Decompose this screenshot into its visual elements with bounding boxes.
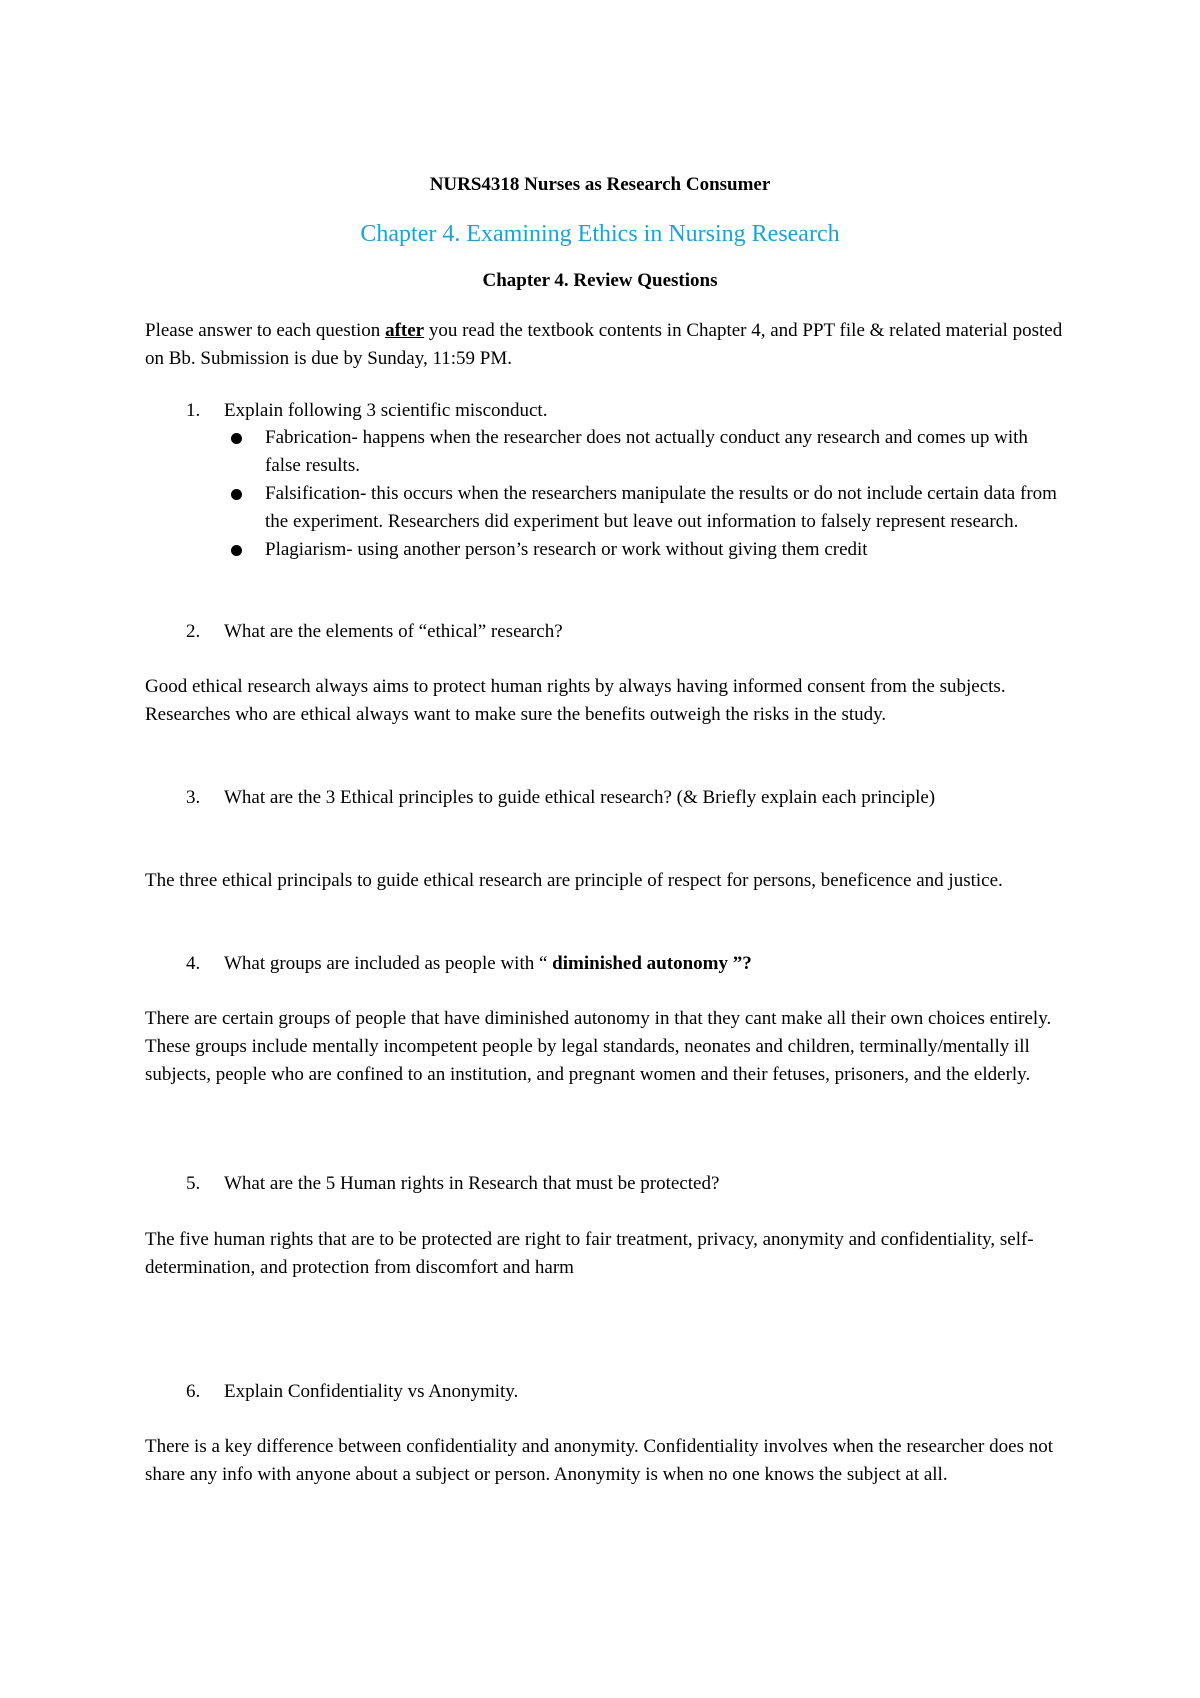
bullet-text: Falsification- this occurs when the researchers manipulate the results or do not include certain data from the experiment. Researchers did experiment but leave out information to falsely represent research. [265,483,1057,532]
question-text: Explain Confidentiality vs Anonymity. [224,1381,519,1402]
question-5 [186,1170,1066,1198]
question-bold-term: diminished autonomy [552,953,728,974]
question-text: What are the 3 Ethical principles to guide ethical research? (& Briefly explain each principle) [224,787,936,808]
bullet-fabrication [227,424,1067,480]
chapter-title: Chapter 4. Examining Ethics in Nursing Research [360,221,840,247]
question-number: 3. [186,787,201,808]
question-text: What are the 5 Human rights in Research that must be protected? [224,1173,720,1194]
question-number: 6. [186,1381,201,1402]
answer-6: There is a key difference between confidentiality and anonymity. Confidentiality involves when the researcher does not share any info with anyone about a subject or person. Anonymity is when no one knows the subject at all. [145,1436,1053,1485]
answer-2: Good ethical research always aims to protect human rights by always having informed consent from the subjects. Researches who are ethical always want to make sure the benefits outweigh the risks in the study. [145,676,1006,725]
bullet-text: Fabrication- happens when the researcher does not actually conduct any research and comes up with false results. [265,427,1028,476]
answer-3: The three ethical principals to guide ethical research are principle of respect for persons, beneficence and justice. [145,870,1003,891]
question-number: 2. [186,621,201,642]
bullet-falsification [227,480,1067,536]
bullet-plagiarism [227,536,1067,564]
instructions-text-start: Please answer to each question [145,320,386,341]
instructions-paragraph [145,317,1065,373]
answer-4: There are certain groups of people that have diminished autonomy in that they cant make all their own choices entirely. These groups include mentally incompetent people by legal standards, neonates and children, terminally/mentally ill subjects, people who are confined to an institution, and pregnant women and their fetuses, prisoners, and the elderly. [145,1008,1052,1085]
question-text [224,950,1066,978]
question-text: What are the elements of “ethical” research? [224,621,563,642]
question-4 [186,950,1066,978]
instructions-text-end: you read the textbook contents in Chapter 4, and PPT file & related material posted on Bb. Submission is due by Sunday, 11:59 PM. [145,320,1063,369]
question-1 [186,397,1066,425]
question-6 [186,1378,1066,1406]
question-text-end: ”? [727,953,752,974]
question-3 [186,784,1066,812]
bullet-dot-icon [231,489,242,500]
course-title: NURS4318 Nurses as Research Consumer [429,174,771,195]
instructions-emphasis: after [385,320,425,341]
question-number: 5. [186,1173,201,1194]
bullet-dot-icon [231,433,242,444]
answer-5: The five human rights that are to be protected are right to fair treatment, privacy, anonymity and confidentiality, self-determination, and protection from discomfort and harm [145,1229,1034,1278]
question-number: 1. [186,400,201,421]
bullet-dot-icon [231,545,242,556]
question-2 [186,618,1066,646]
question-number: 4. [186,953,201,974]
review-questions-title: Chapter 4. Review Questions [482,270,718,291]
question-text-start: What groups are included as people with “ [224,953,553,974]
misconduct-bullet-list [227,424,1067,564]
question-text: Explain following 3 scientific misconduct. [224,400,548,421]
bullet-text: Plagiarism- using another person’s research or work without giving them credit [265,539,868,560]
